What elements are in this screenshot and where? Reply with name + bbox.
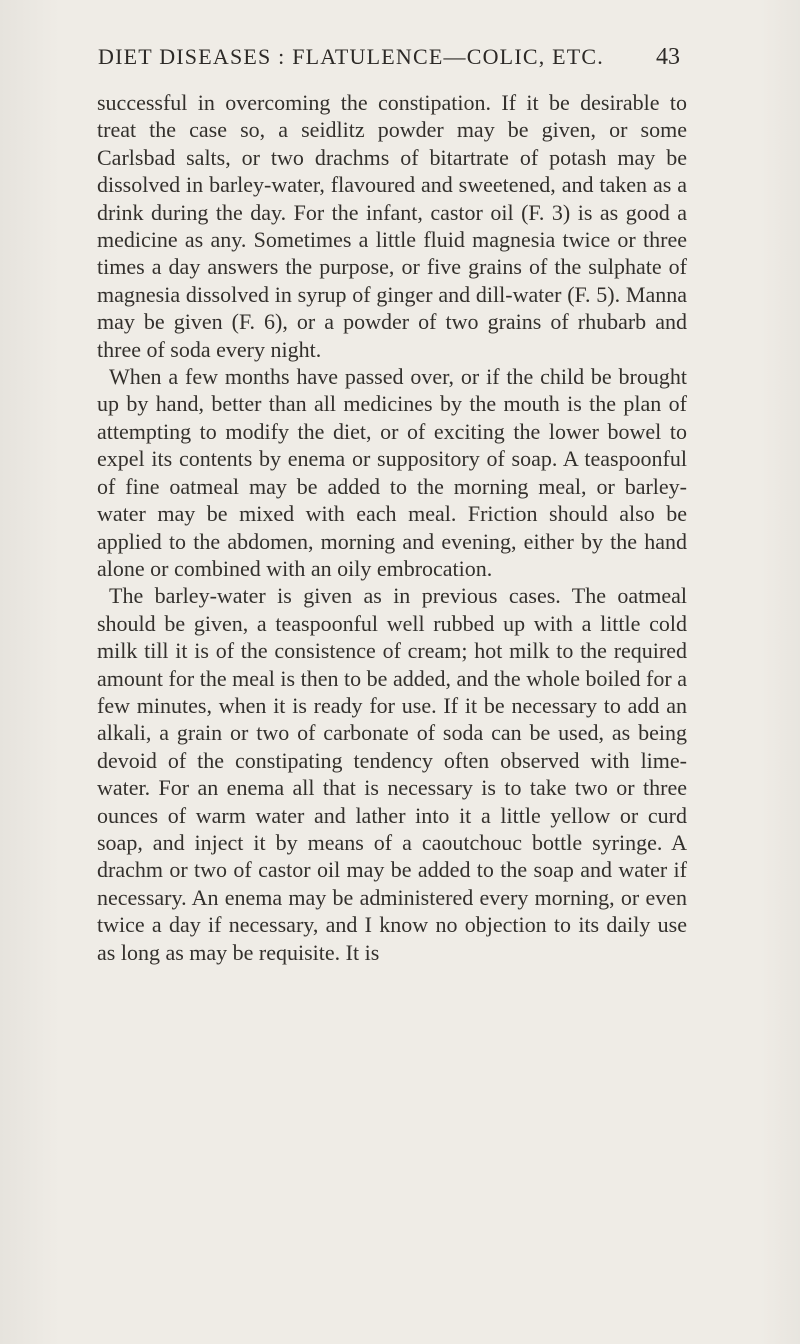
page-header (98, 44, 680, 80)
paragraph-3: The barley-water is given as in previous cases. The oatmeal should be given, a teaspoonful well rubbed up with a little cold milk till it is of the consistence of cream; hot milk to the required amount for the meal is then to be added, and the whole boiled for a few minutes, when it is ready for use. If it be necessary to add an alkali, a grain or two of carbonate of soda can be used, as being devoid of the constipating tendency often observed with lime-water. For an enema all that is necessary is to take two or three ounces of warm water and lather into it a little yellow or curd soap, and inject it by means of a caoutchouc bottle syringe. A drachm or two of castor oil may be added to the soap and water if necessary. An enema may be administered every morning, or even twice a day if necessary, and I know no objection to its daily use as long as may be requisite. It is (97, 583, 687, 965)
paragraph-1: successful in overcoming the constipation. If it be desirable to treat the case so, a seidlitz powder may be given, or some Carlsbad salts, or two drachms of bitartrate of potash may be dissolved in barley-water, flavoured and sweetened, and taken as a drink during the day. For the infant, castor oil (F. 3) is as good a medicine as any. Sometimes a little fluid magnesia twice or three times a day answers the purpose, or five grains of the sulphate of magnesia dissolved in syrup of ginger and dill-water (F. 5). Manna may be given (F. 6), or a powder of two grains of rhubarb and three of soda every night. (97, 90, 687, 362)
body-text (97, 89, 687, 966)
paragraph-2: When a few months have passed over, or if the child be brought up by hand, better than all medicines by the mouth is the plan of attempting to modify the diet, or of exciting the lower bowel to expel its contents by enema or suppository of soap. A teaspoonful of fine oatmeal may be added to the morning meal, or barley-water may be mixed with each meal. Friction should also be applied to the abdomen, morning and evening, either by the hand alone or combined with an oily embrocation. (97, 364, 687, 581)
running-head: DIET DISEASES : FLATULENCE—COLIC, ETC. (98, 44, 604, 69)
page-number: 43 (656, 44, 680, 70)
